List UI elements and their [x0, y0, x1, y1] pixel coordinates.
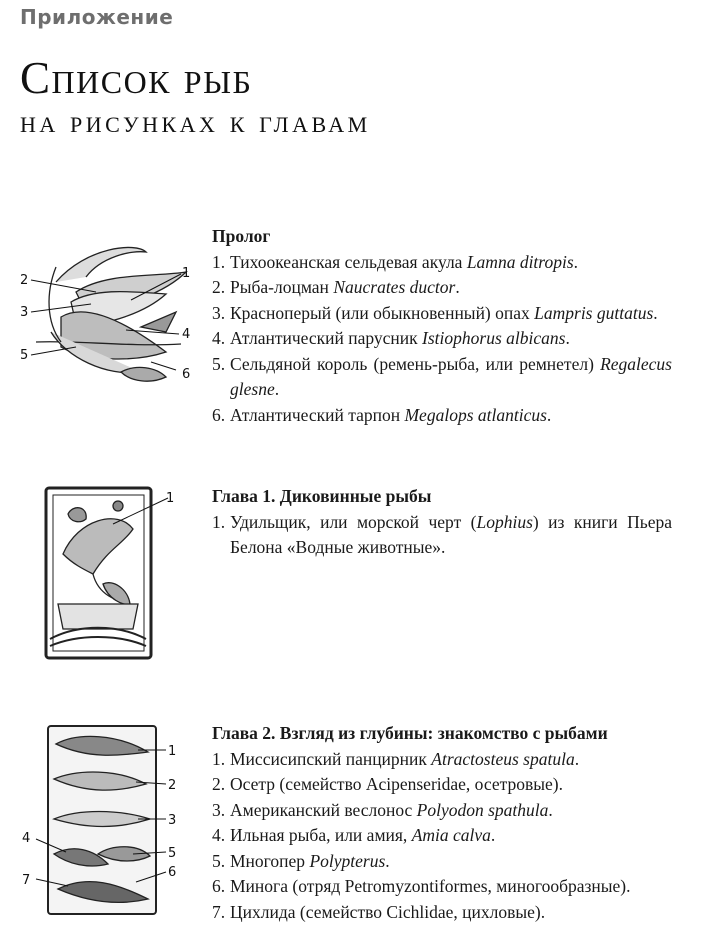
callout-6: 6: [182, 367, 190, 382]
callout-3: 3: [20, 305, 28, 320]
chapter2-section: [212, 721, 672, 925]
chapter2-fish-illustration: [18, 724, 198, 919]
section-label: Приложение: [20, 5, 173, 29]
list-item: 7. Цихлида (семейство Cichlidae, цихловые).: [212, 900, 672, 925]
prologue-section: [212, 224, 672, 428]
callout-3: 3: [168, 813, 176, 828]
callout-2: 2: [168, 778, 176, 793]
chapter1-heading: Глава 1. Диковинные рыбы: [212, 484, 672, 510]
list-item: 4. Атлантический парусник Istiophorus albicans.: [212, 326, 672, 352]
list-item: 1. Тихоокеанская сельдевая акула Lamna ditropis.: [212, 250, 672, 276]
list-item: 6. Минога (отряд Petromyzontiformes, миногообразные).: [212, 874, 672, 900]
callout-5: 5: [168, 846, 176, 861]
callout-1: 1: [168, 744, 176, 759]
chapter1-section: [212, 484, 672, 561]
list-item: 1. Миссисипский панцирник Atractosteus spatula.: [212, 747, 672, 773]
list-item: 5. Сельдяной король (ремень-рыба, или ремнетел) Regalecus glesne.: [212, 352, 672, 403]
chapter1-anglerfish-illustration: [38, 484, 188, 664]
callout-4: 4: [22, 831, 30, 846]
list-item: 5. Многопер Polypterus.: [212, 849, 672, 875]
prologue-list: [212, 250, 672, 429]
list-item: 2. Рыба-лоцман Naucrates ductor.: [212, 275, 672, 301]
chapter2-heading: Глава 2. Взгляд из глубины: знакомство с рыбами: [212, 721, 672, 747]
chapter2-list: [212, 747, 672, 925]
prologue-fish-illustration: [16, 232, 206, 402]
list-item: 3. Краснoперый (или обыкновенный) опах Lampris guttatus.: [212, 301, 672, 327]
callout-2: 2: [20, 273, 28, 288]
list-item: 1. Удильщик, или морской черт (Lophius) из книги Пьера Белона «Водные животные».: [212, 510, 672, 561]
callout-4: 4: [182, 327, 190, 342]
list-item: 3. Американский веслонос Polyodon spathula.: [212, 798, 672, 824]
chapter1-list: [212, 510, 672, 561]
list-item: 2. Осетр (семейство Acipenseridae, осетровые).: [212, 772, 672, 798]
callout-1: 1: [182, 266, 190, 281]
list-item: 4. Ильная рыба, или амия, Amia calva.: [212, 823, 672, 849]
callout-5: 5: [20, 348, 28, 363]
callout-6: 6: [168, 865, 176, 880]
prologue-heading: Пролог: [212, 224, 672, 250]
callout-7: 7: [22, 873, 30, 888]
list-item: 6. Атлантический тарпон Megalops atlanticus.: [212, 403, 672, 429]
page-subtitle: на рисунках к главам: [20, 104, 371, 140]
page-title: Список рыб: [20, 52, 252, 104]
callout-1: 1: [166, 491, 174, 506]
